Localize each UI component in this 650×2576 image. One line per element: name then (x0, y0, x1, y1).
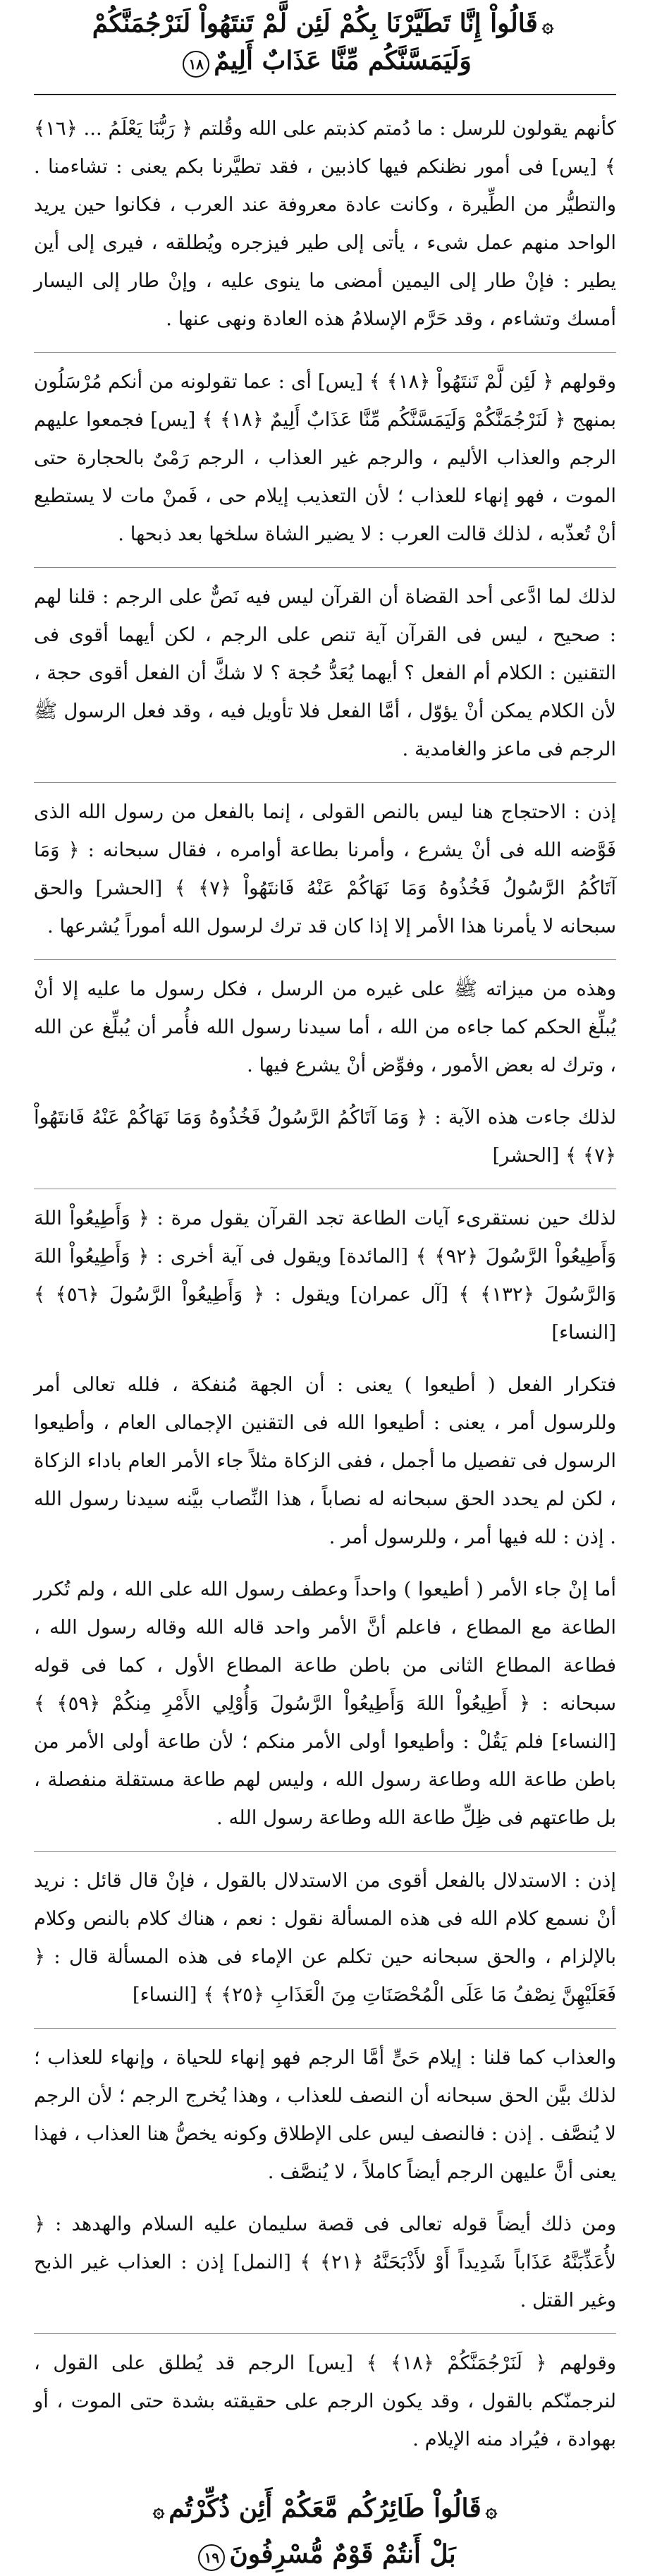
footer-verse-line-2 (34, 2532, 616, 2576)
paragraph-7: لذلك حين نستقرىء آيات الطاعة تجد القرآن يقول مرة : ﴿ وَأَطِيعُواْ اللهَ وَأَطِيعُواْ الرَّسُولَ ﴿٩٢﴾ ﴾ [المائدة] ويقول فى آية أخرى : ﴿ وَأَطِيعُواْ اللهَ وَالرَّسُولَ ﴿١٣٢﴾ ﴾ [آل عمران] ويقول : ﴿ وَأَطِيعُواْ الرَّسُولَ ﴿٥٦﴾ ﴾ [النساء] (34, 1207, 617, 1344)
paragraph-5: وهذه من ميزاته ﷺ على غيره من الرسل ، فكل رسول ما عليه إلا أنْ يُبلِّغ الحكم كما جاءه من الله ، أما سيدنا رسول الله فأُمر أن يُبلِّغ عن الله ، وترك له بعض الأمور ، وفوِّض أنْ يشرع فيها . (34, 978, 616, 1076)
footer-verse-text-1: قَالُواْ طَائِرُكُم مَّعَكُمْ أَئِن ذُكِّرْتُم (168, 2493, 482, 2523)
divider (34, 2333, 616, 2334)
tafsir-body (34, 109, 616, 2458)
ornament-icon: ۞ (541, 13, 554, 37)
divider (34, 782, 616, 783)
paragraph-1: كأنهم يقولون للرسل : ما دُمتم كذبتم على الله وقُلتم ﴿ رَبُّنَا يَعْلَمُ ... ﴿١٦﴾ ﴾ [يس] فى أمور نظنكم فيها كاذبين ، فقد تطيَّرنا بكم يعنى : تشاءمنا . والتطيُّر من الطِّيرة ، وكانت عادة معروفة عند العرب ، فكانوا حين يريد الواحد منهم عمل شىء ، يأتى إلى طير فيزجره ويُطلقه ، فيرى إلى أين يطير : فإنْ طار إلى اليمين أمضى ما ينوى عليه ، وإنْ طار إلى اليسار أمسك وتشاءم ، وقد حَرَّم الإسلامُ هذه العادة ونهى عنها . (34, 117, 616, 330)
header-verse (41, 0, 609, 78)
verse-number-badge: ١٨ (183, 51, 209, 78)
divider (34, 959, 616, 960)
header-divider (34, 94, 616, 95)
divider (34, 2028, 616, 2029)
header-verse-line-2 (41, 43, 609, 78)
paragraph-12: ومن ذلك أيضاً قوله تعالى فى قصة سليمان عليه السلام والهدهد : ﴿ لأُعَذِّبَنَّهُ عَذَاباً شَدِيداً أَوْ لأَذْبَحَنَّهُ ﴿٢١﴾ ﴾ [النمل] إذن : العذاب غير الذبح وغير القتل . (34, 2213, 616, 2311)
paragraph-10: إذن : الاستدلال بالفعل أقوى من الاستدلال بالقول ، فإنْ قال قائل : نريد أنْ نسمع كلام الله فى هذه المسألة نقول : نعم ، هناك كلام بالنص وكلام بالإلزام ، والحق سبحانه حين تكلم عن الإماء فى هذه المسألة قال : ﴿ فَعَلَيْهِنَّ نِصْفُ مَا عَلَى الْمُحْصَنَاتِ مِنَ الْعَذَابِ ﴿٢٥﴾ ﴾ [النساء] (34, 1869, 616, 2006)
footer-verse-line-1 (34, 2486, 616, 2532)
divider (34, 352, 616, 353)
footer-verse (34, 2486, 616, 2576)
paragraph-9: أما إنْ جاء الأمر ( أطيعوا ) واحداً وعطف رسول الله على الله ، ولم تُكرر الطاعة مع المطاع ، فاعلم أنَّ الأمر واحد قاله الله وقاله رسول الله ، فطاعة المطاع الثانى من باطن طاعة المطاع الأول ، كما فى قوله سبحانه : ﴿ أَطِيعُواْ اللهَ وَأَطِيعُواْ الرَّسُولَ وَأُوْلِي الأَمْرِ مِنكُمْ ﴿٥٩﴾ ﴾ [النساء] فلم يَقُلْ : وأطيعوا أولى الأمر منكم ؛ لأن طاعة أولى الأمر من باطن طاعة الله وطاعة رسول الله ، وليس لهم طاعة مستقلة منفصلة ، بل طاعتهم فى ظِلِّ طاعة الله وطاعة رسول الله . (34, 1578, 617, 1829)
header-verse-text-2: وَلَيَمَسَّنَّكُم مِّنَّا عَذَابٌ أَلِيمٌ (214, 46, 472, 75)
header-verse-text-1: قَالُواْ إِنَّا تَطَيَّرْنَا بِكُمْ لَئِن لَّمْ تَنتَهُواْ لَنَرْجُمَنَّكُمْ (92, 8, 538, 38)
paragraph-8: فتكرار الفعل ( أطيعوا ) يعنى : أن الجهة مُنفكة ، فلله تعالى أمر وللرسول أمر ، يعنى : أطيعوا الله فى التقنين الإجمالى العام ، وأطيعوا الرسول فى تفصيل ما أجمل ، ففى الزكاة مثلاً جاء الأمر العام باداء الزكاة ، لكن لم يحدد الحق سبحانه له نصاباً ، هذا النِّصاب بيَّنه سيدنا رسول الله . إذن : لله فيها أمر ، وللرسول أمر . (34, 1373, 616, 1548)
paragraph-4: إذن : الاحتجاج هنا ليس بالنص القولى ، إنما بالفعل من رسول الله الذى فَوَّضه الله فى أنْ يشرع ، وأمرنا بطاعة أوامره ، فقال سبحانه : ﴿ وَمَا آتَاكُمُ الرَّسُولُ فَخُذُوهُ وَمَا نَهَاكُمْ عَنْهُ فَانتَهُواْ ﴿٧﴾ ﴾ [الحشر] والحق سبحانه لا يأمرنا هذا الأمر إلا إذا كان قد ترك لرسول الله أموراً يُشرعها . (34, 801, 616, 937)
paragraph-13: وقولهم ﴿ لَنَرْجُمَنَّكُمْ ﴿١٨﴾ ﴾ [يس] الرجم قد يُطلق على القول ، لنرجمنّكم بالقول ، وقد يكون الرجم على حقيقته بشدة حتى الموت ، أو بهوادة ، فيُراد منه الإيلام . (34, 2352, 616, 2450)
header-verse-line-1 (41, 6, 609, 43)
paragraph-6: لذلك جاءت هذه الآية : ﴿ وَمَا آتَاكُمُ الرَّسُولُ فَخُذُوهُ وَمَا نَهَاكُمْ عَنْهُ فَانتَهُواْ ﴿٧﴾ ﴾ [الحشر] (34, 1106, 616, 1167)
ornament-icon: ۞ (152, 2498, 165, 2522)
divider (34, 567, 616, 568)
divider (34, 1851, 616, 1852)
paragraph-2: وقولهم ﴿ لَئِن لَّمْ تَنتَهُواْ ﴿١٨﴾ ﴾ [يس] أى : عما تقولونه من أنكم مُرْسَلُون بمنهج ﴿ لَنَرْجُمَنَّكُمْ وَلَيَمَسَّنَّكُم مِّنَّا عَذَابٌ أَلِيمٌ ﴿١٨﴾ ﴾ [يس] فجمعوا عليهم الرجم والعذاب الأليم ، والرجم غير العذاب ، الرجم رَمْىٌ بالحجارة حتى الموت ، فهو إنهاء للعذاب ؛ لأن التعذيب إيلام حى ، فَمنْ مات لا يستطيع أنْ تُعذّبه ، لذلك قالت العرب : لا يضير الشاة سلخها بعد ذبحها . (34, 370, 616, 545)
verse-number-badge: ١٩ (198, 2544, 225, 2571)
paragraph-11: والعذاب كما قلنا : إيلام حَىٍّ أمَّا الرجم فهو إنهاء للحياة ، وإنهاء للعذاب ؛ لذلك بيَّن الحق سبحانه أن النصف للعذاب ، وهذا يُخرج الرجم ؛ لأن الرجم لا يُنصَّف . إذن : فالنصف ليس على الإطلاق وكونه يخصُّ هنا العذاب ، فهذا يعنى أنَّ عليهن الرجم أيضاً كاملاً ، لا يُنصَّف . (34, 2046, 616, 2183)
ornament-icon: ۞ (485, 2498, 498, 2522)
footer-verse-text-2: بَلْ أَنتُمْ قَوْمٌ مُّسْرِفُونَ (229, 2539, 456, 2569)
paragraph-3: لذلك لما ادَّعى أحد القضاة أن القرآن ليس فيه نَصٌّ على الرجم : قلنا لهم : صحيح ، ليس فى القرآن آية تنص على الرجم ، لكن أيهما أقوى فى التقنين : الكلام أم الفعل ؟ أيهما يُعَدُّ حُجة ؟ لا شكَّ أن الفعل أقوى حجة ، لأن الكلام يمكن أنْ يؤوّل ، أمَّا الفعل فلا تأويل فيه ، وقد فعل الرسول ﷺ الرجم فى ماعز والغامدية . (34, 585, 616, 760)
